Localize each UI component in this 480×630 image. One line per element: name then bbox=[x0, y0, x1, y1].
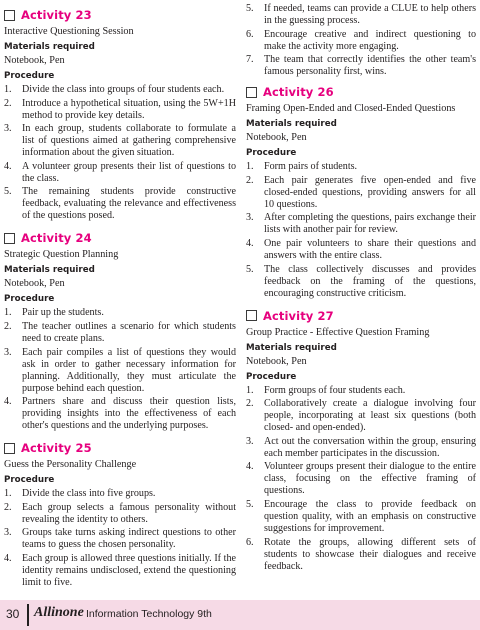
materials-value: Notebook, Pen bbox=[4, 278, 65, 290]
procedure-label: Procedure bbox=[4, 294, 55, 305]
right-column bbox=[246, 0, 476, 574]
list-item: 3. Each pair compiles a list of questions they would ask in order to gather necessary information for planning. Additionally, they must articulate the purpose behind each question. bbox=[4, 346, 236, 394]
activity-26 bbox=[246, 82, 476, 299]
list-item: 4. Partners share and discuss their question lists, providing insights into the effectiveness of each other's questions and the underlying purposes. bbox=[4, 396, 236, 432]
activity-title: Activity 25 bbox=[21, 441, 92, 456]
list-item: 4. One pair volunteers to share their questions and answers with the entire class. bbox=[246, 237, 476, 261]
checkbox-icon[interactable] bbox=[246, 87, 257, 98]
list-item: 6. Encourage creative and indirect questioning to make the activity more engaging. bbox=[246, 28, 476, 52]
materials-label: Materials required bbox=[4, 42, 95, 52]
list-item: 3. Groups take turns asking indirect questions to other teams to guess the chosen personality. bbox=[4, 527, 236, 551]
page-number: 30 bbox=[6, 607, 20, 621]
left-column bbox=[4, 0, 236, 591]
activity-27 bbox=[246, 306, 476, 573]
procedure-list-continued bbox=[246, 3, 476, 78]
activity-23 bbox=[4, 5, 236, 222]
activity-heading bbox=[4, 438, 236, 458]
activity-title: Activity 24 bbox=[21, 231, 92, 246]
book-title: Information Technology 9th bbox=[86, 608, 212, 620]
activity-subtitle: Interactive Questioning Session bbox=[4, 26, 134, 37]
list-item: 3. Act out the conversation within the group, ensuring each member participates in the discussion. bbox=[246, 435, 476, 459]
procedure-label: Procedure bbox=[246, 148, 297, 159]
footer-divider bbox=[27, 604, 29, 626]
list-item: 1. Divide the class into five groups. bbox=[4, 488, 156, 500]
activity-title: Activity 23 bbox=[21, 8, 92, 22]
checkbox-icon[interactable] bbox=[4, 10, 15, 21]
materials-value: Notebook, Pen bbox=[246, 132, 307, 144]
activity-heading bbox=[246, 306, 476, 326]
procedure-list bbox=[4, 84, 236, 222]
list-item: 1. Pair up the students. bbox=[4, 307, 104, 319]
list-item: 2. Each pair generates five open-ended and five closed-ended questions, providing answers for all 10 questions. bbox=[246, 174, 476, 210]
checkbox-icon[interactable] bbox=[4, 233, 15, 244]
list-item: 1. Form groups of four students each. bbox=[246, 384, 406, 396]
list-item: 5. The remaining students provide constructive feedback, evaluating the relevance and effectiveness of the questions posed. bbox=[4, 186, 236, 222]
materials-value: Notebook, Pen bbox=[4, 55, 65, 66]
materials-label: Materials required bbox=[246, 119, 337, 130]
materials-label: Materials required bbox=[246, 342, 337, 353]
activity-subtitle: Group Practice - Effective Question Framing bbox=[246, 326, 430, 338]
materials-label: Materials required bbox=[4, 265, 95, 276]
list-item: 4. Volunteer groups present their dialogue to the entire class, focusing on the effective framing of questions. bbox=[246, 461, 476, 497]
procedure-label: Procedure bbox=[4, 475, 55, 486]
list-item: 2. Introduce a hypothetical situation, using the 5W+1H method to provide key details. bbox=[4, 97, 236, 121]
list-item: 5. If needed, teams can provide a CLUE to help others in the guessing process. bbox=[246, 3, 476, 26]
procedure-list bbox=[4, 488, 236, 589]
activity-heading bbox=[4, 5, 236, 25]
activity-25 bbox=[4, 438, 236, 589]
procedure-label: Procedure bbox=[246, 371, 297, 382]
activity-subtitle: Framing Open-Ended and Closed-Ended Questions bbox=[246, 103, 456, 115]
list-item: 4. Each group is allowed three questions initially. If the identity remains undisclosed, extend the questioning limit to five. bbox=[4, 552, 236, 588]
materials-value: Notebook, Pen bbox=[246, 355, 307, 367]
procedure-list bbox=[246, 161, 476, 299]
list-item: 5. Encourage the class to provide feedback on question quality, with an emphasis on constructive suggestions for improvement. bbox=[246, 498, 476, 534]
procedure-label: Procedure bbox=[4, 71, 55, 81]
procedure-list bbox=[4, 307, 236, 432]
list-item: 3. After completing the questions, pairs exchange their lists with another pair for review. bbox=[246, 212, 476, 236]
list-item: 2. Each group selects a famous personality without revealing the identity to others. bbox=[4, 501, 236, 525]
list-item: 2. Collaboratively create a dialogue involving four people, incorporating at least six questions (both closed- and open-ended). bbox=[246, 398, 476, 434]
procedure-list bbox=[246, 385, 476, 573]
list-item: 7. The team that correctly identifies the other team's famous personality first, wins. bbox=[246, 54, 476, 78]
brand-logo: Allinone bbox=[34, 605, 84, 620]
list-item: 2. The teacher outlines a scenario for which students need to create plans. bbox=[4, 320, 236, 344]
activity-24 bbox=[4, 228, 236, 432]
list-item: 1. Form pairs of students. bbox=[246, 161, 358, 173]
list-item: 4. A volunteer group presents their list of questions to the class. bbox=[4, 160, 236, 184]
activity-title: Activity 27 bbox=[263, 308, 334, 323]
activity-subtitle: Strategic Question Planning bbox=[4, 249, 119, 261]
checkbox-icon[interactable] bbox=[4, 443, 15, 454]
activity-heading bbox=[4, 228, 236, 248]
list-item: 3. In each group, students collaborate to formulate a list of questions aimed at gathering comprehensive information about the given situation. bbox=[4, 123, 236, 159]
checkbox-icon[interactable] bbox=[246, 310, 257, 321]
list-item: 1. Divide the class into groups of four students each. bbox=[4, 84, 225, 95]
activity-heading bbox=[246, 82, 476, 102]
activity-subtitle: Guess the Personality Challenge bbox=[4, 459, 137, 471]
activity-title: Activity 26 bbox=[263, 85, 334, 100]
list-item: 6. Rotate the groups, allowing different sets of students to showcase their dialogues and receive feedback. bbox=[246, 536, 476, 572]
list-item: 5. The class collectively discusses and provides feedback on the framing of the questions, encouraging constructive criticism. bbox=[246, 263, 476, 299]
page-footer bbox=[0, 600, 480, 630]
